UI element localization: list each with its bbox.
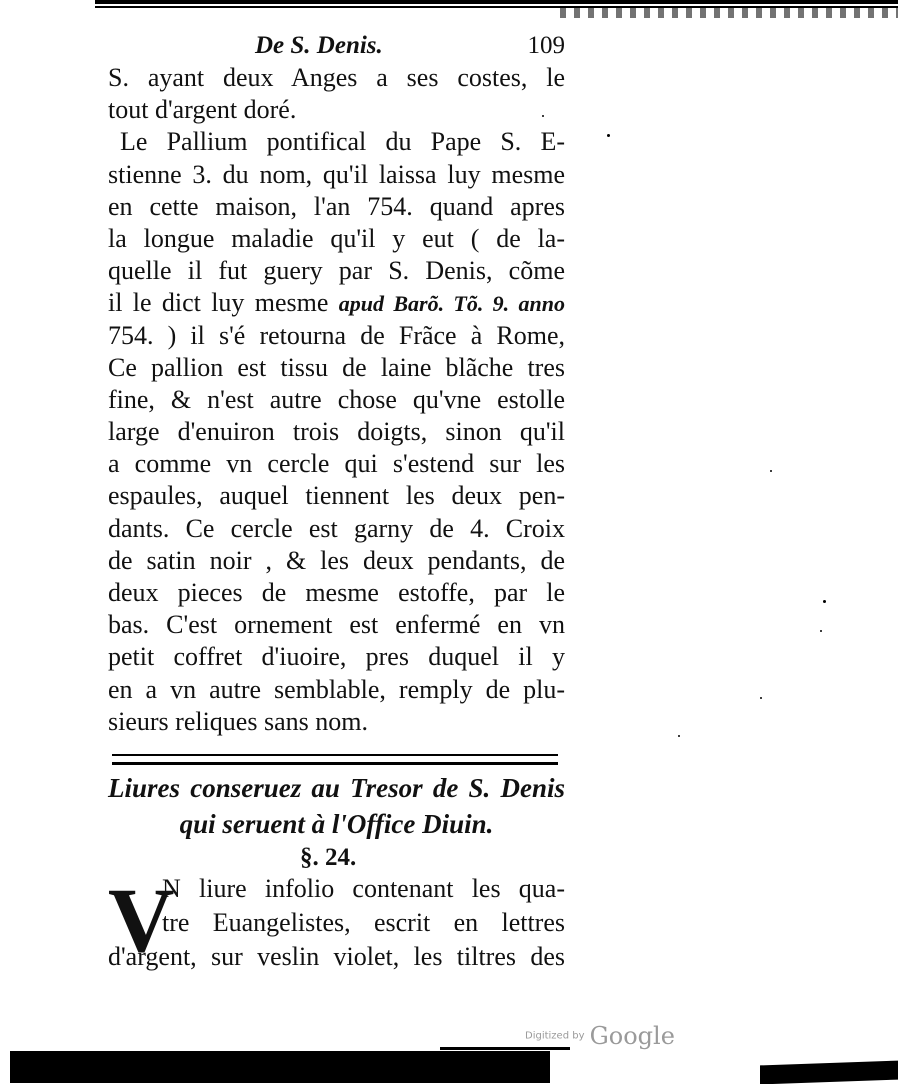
text-line: quelle il fut guery par S. Denis, cõme: [108, 256, 565, 286]
text-line: d'argent, sur veslin violet, les tiltres des: [108, 942, 565, 971]
text-line: sieurs reliques sans nom.: [108, 706, 368, 736]
text-line: S. ayant deux Anges a ses costes, le: [108, 63, 565, 92]
page-header: [255, 32, 565, 64]
citation: apud Barõ. Tõ. 9. anno: [338, 291, 565, 317]
scan-edge-line: [440, 1047, 570, 1050]
text-fragment: il le dict luy mesme: [108, 288, 329, 318]
text-line: tout d'argent doré.: [108, 95, 297, 125]
drop-cap: V: [108, 869, 175, 971]
text-line: N liure infolio contenant les qua-: [162, 874, 565, 903]
scan-edge-bottom: [0, 1043, 898, 1082]
scan-speck: [607, 134, 610, 137]
text-line: petit coffret d'iuoire, pres duquel il y: [108, 642, 565, 672]
scan-speck: [820, 630, 822, 632]
scan-edge-bar: [10, 1051, 550, 1083]
running-head: De S. Denis.: [255, 32, 383, 59]
scan-speck: [678, 735, 680, 737]
body-text: [108, 62, 565, 738]
text-line: Ce pallion est tissu de laine blãche tres: [108, 352, 565, 382]
section-heading: [108, 770, 565, 842]
section-number: §. 24.: [300, 844, 357, 871]
paragraph-books: [108, 869, 565, 974]
text-line: la longue maladie qu'il y eut ( de la-: [108, 223, 565, 253]
ornamental-rule: [112, 754, 558, 765]
watermark-brand: Google: [589, 1022, 675, 1050]
scan-edge-top-fade: [560, 8, 898, 18]
page-number: 109: [527, 32, 565, 59]
text-line: de satin noir , & les deux pendants, de: [108, 545, 565, 575]
scan-edge-bar: [760, 1061, 898, 1084]
text-line: Le Pallium pontifical du Pape S. E-: [120, 127, 565, 157]
text-line: fine, & n'est autre chose qu'vne estolle: [108, 384, 565, 414]
scan-speck: [823, 600, 826, 603]
watermark-prefix: Digitized by: [525, 1030, 585, 1042]
text-line: dants. Ce cercle est garny de 4. Croix: [108, 513, 565, 543]
section-heading-line-2: qui seruent à l'Office Diuin.: [179, 809, 494, 839]
text-line: espaules, auquel tiennent les deux pen-: [108, 481, 565, 511]
text-line: 754. ) il s'é retourna de Frãce à Rome,: [108, 320, 565, 350]
text-line-with-citation: [108, 287, 565, 319]
scan-speck: [760, 697, 762, 699]
text-line: a comme vn cercle qui s'estend sur les: [108, 449, 565, 479]
text-line: large d'enuiron trois doigts, sinon qu'il: [108, 417, 565, 447]
scan-speck: [542, 115, 544, 117]
text-line: bas. C'est ornement est enfermé en vn: [108, 610, 565, 640]
scan-speck: [770, 470, 772, 472]
section-heading-line-1: Liures conseruez au Tresor de S. Denis: [108, 773, 565, 803]
text-line: stienne 3. du nom, qu'il laissa luy mesme: [108, 159, 565, 189]
text-line: deux pieces de mesme estoffe, par le: [108, 578, 565, 607]
text-line: en cette maison, l'an 754. quand apres: [108, 191, 565, 221]
text-line: en a vn autre semblable, remply de plu-: [108, 674, 565, 704]
text-line: tre Euangelistes, escrit en lettres: [162, 908, 565, 937]
